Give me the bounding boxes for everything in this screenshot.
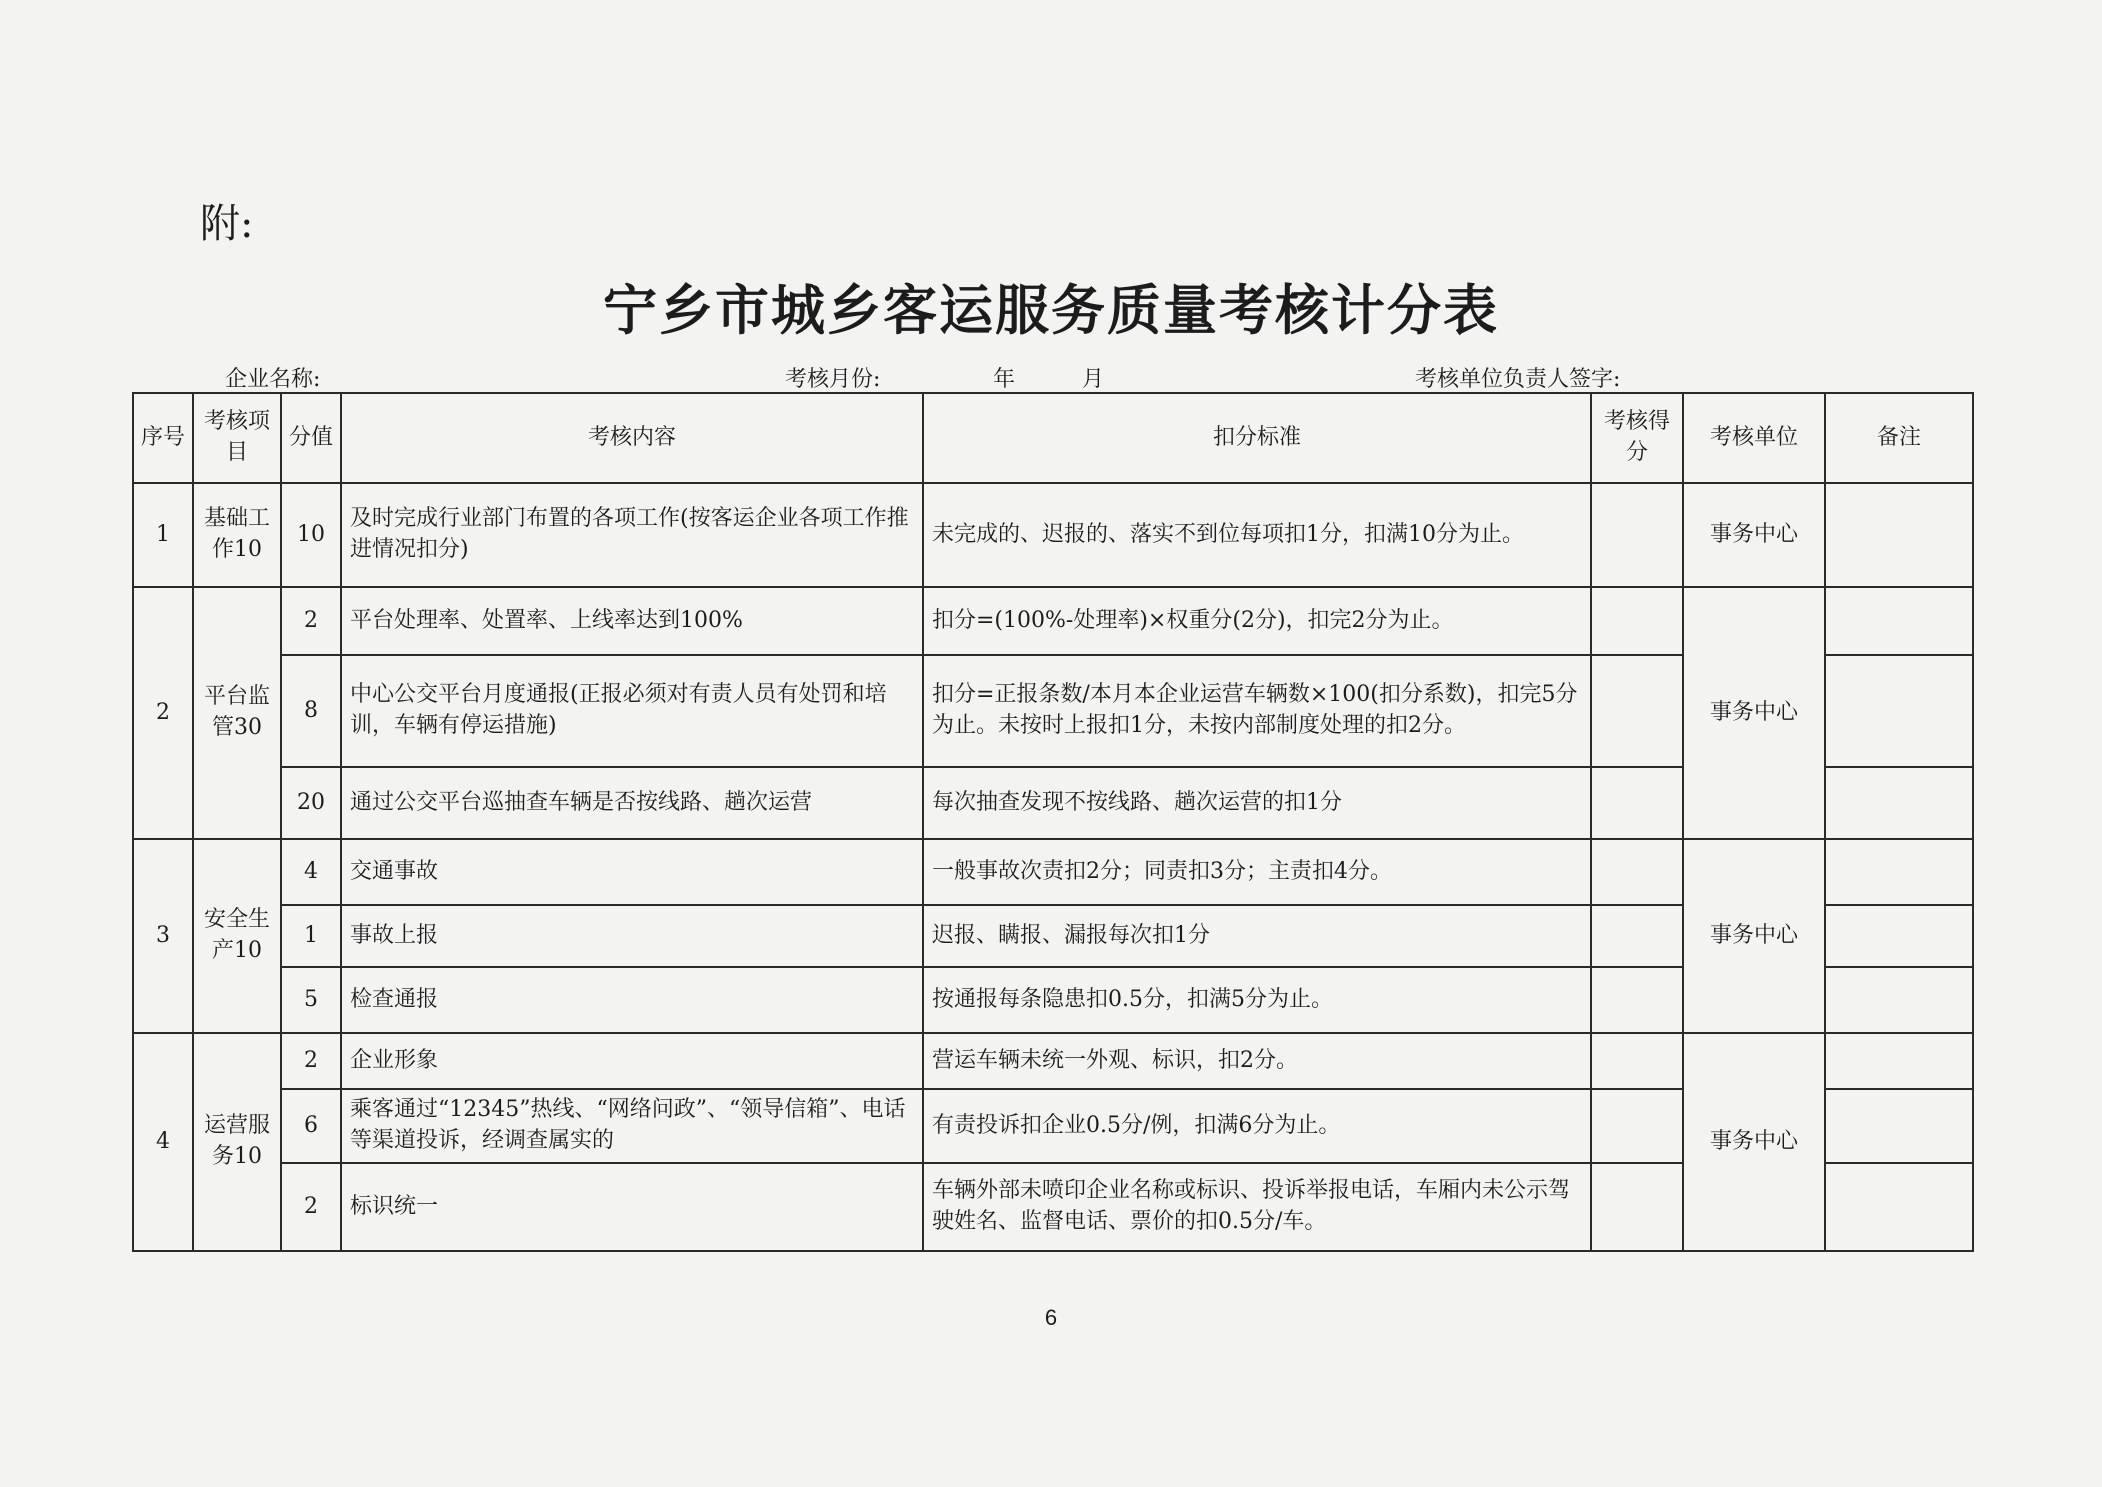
row-standard: 每次抽查发现不按线路、趟次运营的扣1分 — [923, 767, 1591, 839]
row-score: 2 — [281, 587, 341, 655]
row-content: 通过公交平台巡抽查车辆是否按线路、趟次运营 — [341, 767, 923, 839]
row-remark-cell[interactable] — [1825, 1163, 1973, 1251]
group-item: 基础工作10 — [193, 483, 281, 587]
row-score: 2 — [281, 1163, 341, 1251]
company-name-label: 企业名称: — [225, 367, 321, 392]
group-seq: 4 — [133, 1033, 193, 1251]
row-score: 5 — [281, 967, 341, 1033]
row-standard: 按通报每条隐患扣0.5分，扣满5分为止。 — [923, 967, 1591, 1033]
row-result-cell[interactable] — [1591, 839, 1683, 905]
header-result: 考核得分 — [1591, 393, 1683, 483]
row-standard: 有责投诉扣企业0.5分/例，扣满6分为止。 — [923, 1089, 1591, 1163]
row-content: 平台处理率、处置率、上线率达到100% — [341, 587, 923, 655]
row-content: 企业形象 — [341, 1033, 923, 1089]
header-content: 考核内容 — [341, 393, 923, 483]
page-number: 6 — [1044, 1305, 1058, 1330]
row-result-cell[interactable] — [1591, 483, 1683, 587]
row-result-cell[interactable] — [1591, 967, 1683, 1033]
row-score: 8 — [281, 655, 341, 767]
row-content: 及时完成行业部门布置的各项工作(按客运企业各项工作推进情况扣分) — [341, 483, 923, 587]
group-seq: 1 — [133, 483, 193, 587]
table-header-row — [133, 393, 1973, 483]
row-result-cell[interactable] — [1591, 587, 1683, 655]
row-remark-cell[interactable] — [1825, 967, 1973, 1033]
row-remark-cell[interactable] — [1825, 905, 1973, 967]
group-seq: 3 — [133, 839, 193, 1033]
row-result-cell[interactable] — [1591, 655, 1683, 767]
assessment-table — [132, 392, 1974, 1252]
group-unit: 事务中心 — [1683, 587, 1825, 839]
row-score: 4 — [281, 839, 341, 905]
page-title: 宁乡市城乡客运服务质量考核计分表 — [603, 278, 1499, 342]
row-remark-cell[interactable] — [1825, 655, 1973, 767]
row-standard: 迟报、瞒报、漏报每次扣1分 — [923, 905, 1591, 967]
header-unit: 考核单位 — [1683, 393, 1825, 483]
group-item: 运营服务10 — [193, 1033, 281, 1251]
group-seq: 2 — [133, 587, 193, 839]
row-result-cell[interactable] — [1591, 905, 1683, 967]
row-score: 20 — [281, 767, 341, 839]
row-content: 乘客通过“12345”热线、“网络问政”、“领导信箱”、电话等渠道投诉，经调查属实的 — [341, 1089, 923, 1163]
assessment-month-label: 考核月份: — [785, 367, 881, 392]
row-remark-cell[interactable] — [1825, 1089, 1973, 1163]
header-score: 分值 — [281, 393, 341, 483]
header-remark: 备注 — [1825, 393, 1973, 483]
row-result-cell[interactable] — [1591, 767, 1683, 839]
row-content: 中心公交平台月度通报(正报必须对有责人员有处罚和培训，车辆有停运措施) — [341, 655, 923, 767]
group-unit: 事务中心 — [1683, 483, 1825, 587]
group-unit: 事务中心 — [1683, 839, 1825, 1033]
header-item: 考核项目 — [193, 393, 281, 483]
row-content: 检查通报 — [341, 967, 923, 1033]
table-row — [133, 483, 1973, 587]
header-standard: 扣分标准 — [923, 393, 1591, 483]
row-score: 6 — [281, 1089, 341, 1163]
row-remark-cell[interactable] — [1825, 587, 1973, 655]
year-month-blank: 年 月 — [993, 367, 1134, 392]
row-content: 交通事故 — [341, 839, 923, 905]
row-remark-cell[interactable] — [1825, 839, 1973, 905]
header-seq: 序号 — [133, 393, 193, 483]
row-result-cell[interactable] — [1591, 1089, 1683, 1163]
group-item: 平台监管30 — [193, 587, 281, 839]
table-row — [133, 587, 1973, 655]
row-score: 2 — [281, 1033, 341, 1089]
group-unit: 事务中心 — [1683, 1033, 1825, 1251]
signer-label: 考核单位负责人签字: — [1415, 367, 1621, 392]
row-standard: 扣分=(100%-处理率)×权重分(2分)，扣完2分为止。 — [923, 587, 1591, 655]
row-standard: 扣分=正报条数/本月本企业运营车辆数×100(扣分系数)，扣完5分为止。未按时上报扣1分，未按内部制度处理的扣2分。 — [923, 655, 1591, 767]
row-standard: 车辆外部未喷印企业名称或标识、投诉举报电话，车厢内未公示驾驶姓名、监督电话、票价的扣0.5分/车。 — [923, 1163, 1591, 1251]
row-standard: 一般事故次责扣2分；同责扣3分；主责扣4分。 — [923, 839, 1591, 905]
row-remark-cell[interactable] — [1825, 483, 1973, 587]
row-content: 标识统一 — [341, 1163, 923, 1251]
row-standard: 营运车辆未统一外观、标识，扣2分。 — [923, 1033, 1591, 1089]
row-remark-cell[interactable] — [1825, 767, 1973, 839]
table-row — [133, 839, 1973, 905]
row-result-cell[interactable] — [1591, 1033, 1683, 1089]
row-remark-cell[interactable] — [1825, 1033, 1973, 1089]
row-score: 1 — [281, 905, 341, 967]
attachment-label: 附: — [200, 201, 254, 247]
row-result-cell[interactable] — [1591, 1163, 1683, 1251]
row-standard: 未完成的、迟报的、落实不到位每项扣1分，扣满10分为止。 — [923, 483, 1591, 587]
table-row — [133, 1033, 1973, 1089]
row-content: 事故上报 — [341, 905, 923, 967]
group-item: 安全生产10 — [193, 839, 281, 1033]
row-score: 10 — [281, 483, 341, 587]
